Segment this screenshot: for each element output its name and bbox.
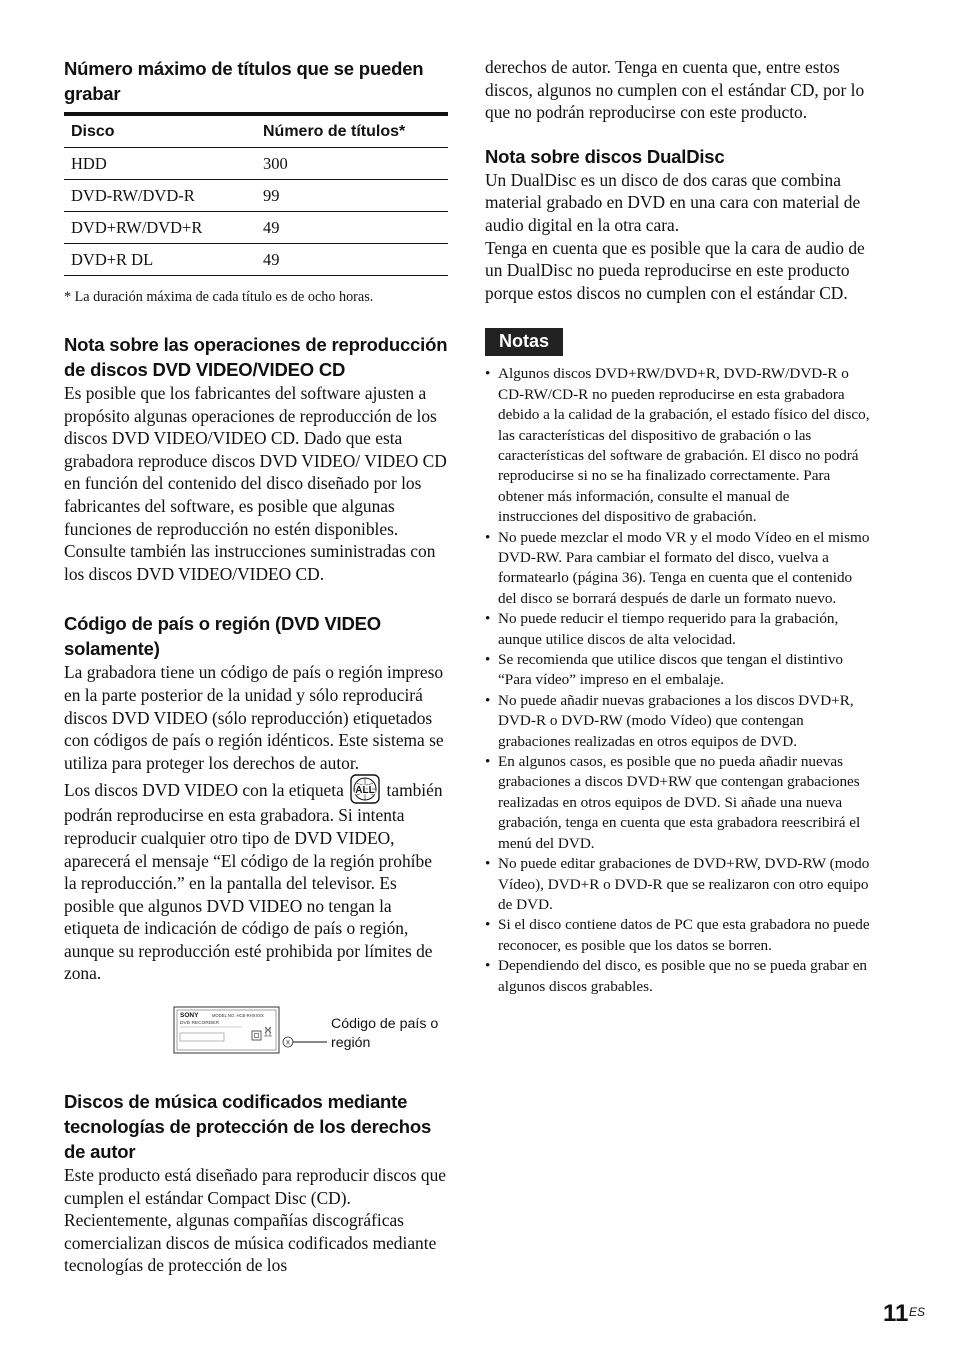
table-row <box>64 148 448 180</box>
heading-playback-note: Nota sobre las operaciones de reproducción de discos DVD VIDEO/VIDEO CD <box>64 334 448 380</box>
dualdisc-paragraph-1: Un DualDisc es un disco de dos caras que combina material grabado en DVD en una cara con material de audio digital en la otra cara. <box>485 169 861 235</box>
list-item: • No puede reducir el tiempo requerido para la grabación, aunque utilice discos de alta velocidad. <box>485 609 870 650</box>
svg-text:X: X <box>285 1040 291 1047</box>
page-language-suffix: ES <box>909 1305 926 1319</box>
region-text-after-badge: también podrán reproducirse en esta grabadora. Si intenta reproducir cualquier otro tipo de DVD VIDEO, aparecerá el mensaje “El código de la región prohíbe la reproducción.” en la pantalla del televisor. Es posible que algunos DVD VIDEO no tengan la etiqueta de indicación de código de país o región, aunque su reproducción esté prohibida por límites de zona. <box>64 780 443 984</box>
region-callout-line-2: región <box>331 1035 371 1052</box>
left-column <box>64 56 448 1277</box>
region-all-badge-icon <box>350 774 380 804</box>
region-callout-label <box>331 1015 438 1053</box>
list-item: • No puede editar grabaciones de DVD+RW, DVD-RW (modo Vídeo), DVD+R o DVD-R que se realizaron con otro equipo de DVD. <box>485 854 870 915</box>
list-item: • Se recomienda que utilice discos que tengan el distintivo “Para vídeo” impreso en el embalaje. <box>485 650 870 691</box>
list-item: • Si el disco contiene datos de PC que esta grabadora no puede reconocer, es posible que los datos se borren. <box>485 915 870 956</box>
region-callout-line-1: Código de país o <box>331 1016 439 1033</box>
table-row <box>64 244 448 276</box>
table-row <box>64 212 448 244</box>
heading-music-discs: Discos de música codificados mediante tecnologías de protección de los derechos de autor <box>64 1091 432 1163</box>
table-footnote: * La duración máxima de cada título es de ocho horas. <box>64 289 374 305</box>
heading-region-code: Código de país o región (DVD VIDEO solamente) <box>64 613 381 660</box>
table-cell-count: 49 <box>256 212 448 244</box>
heading-max-titles: Número máximo de títulos que se pueden grabar <box>64 58 424 104</box>
table-cell-disc: HDD <box>64 148 256 180</box>
music-paragraph-continuation: derechos de autor. Tenga en cuenta que, entre estos discos, algunos no cumplen con el estándar CD, por lo que no podrán reproducirse con este producto. <box>485 57 865 123</box>
dualdisc-paragraph-2: Tenga en cuenta que es posible que la cara de audio de un DualDisc no pueda reproducirse en este producto porque estos discos no cumplen con el estándar CD. <box>485 237 865 303</box>
table-cell-disc: DVD+R DL <box>64 244 256 276</box>
list-item: • Algunos discos DVD+RW/DVD+R, DVD-RW/DVD-R o CD-RW/CD-R no pueden reproducirse en esta grabadora debido a la calidad de la grabación, el estado físico del disco, las características del dispositivo de grabación o las características del software de grabación. El disco no podrá reproducirse si no se ha finalizado correctamente. Para obtener más información, consulte el manual de instrucciones del dispositivo de grabación. <box>485 364 870 527</box>
region-paragraph-1: La grabadora tiene un código de país o región impreso en la parte posterior de la unidad y sólo reproducirá discos DVD VIDEO (sólo reproducción) etiquetados con códigos de país o región idénticos. Este sistema se utiliza para proteger los derechos de autor. <box>64 662 444 773</box>
notas-heading: Notas <box>485 328 563 356</box>
svg-text:DVD RECORDER: DVD RECORDER <box>180 1021 219 1027</box>
page-number: 11 <box>883 1300 909 1327</box>
table-cell-count: 49 <box>256 244 448 276</box>
list-item: • En algunos casos, es posible que no pueda añadir nuevas grabaciones a discos DVD+RW que contengan grabaciones realizadas en otros equipos de DVD. Si añade una nueva grabación, tenga en cuenta que esta grabadora reescribirá el menú del DVD. <box>485 752 870 854</box>
table-cell-disc: DVD-RW/DVD-R <box>64 180 256 212</box>
region-paragraph-2 <box>64 774 448 985</box>
table-cell-disc: DVD+RW/DVD+R <box>64 212 256 244</box>
right-column <box>485 56 870 997</box>
titles-table <box>64 112 448 276</box>
table-header-row <box>64 114 448 148</box>
table-cell-count: 99 <box>256 180 448 212</box>
svg-text:MODEL NO. HCB-RHXXXX: MODEL NO. HCB-RHXXXX <box>212 1013 264 1019</box>
column-header-numero: Número de títulos* <box>256 114 448 148</box>
table-cell-count: 300 <box>256 148 448 180</box>
music-paragraph: Este producto está diseñado para reproducir discos que cumplen el estándar Compact Disc (CD). Recientemente, algunas compañías discográficas comercializan discos de música codificados mediante tecnologías de protección de los <box>64 1165 446 1276</box>
list-item: • No puede mezclar el modo VR y el modo Vídeo en el mismo DVD-RW. Para cambiar el formato del disco, vuelva a formatearlo (página 36). Tenga en cuenta que el contenido del disco se borrará después de darle un formato nuevo. <box>485 528 870 610</box>
list-item: • No puede añadir nuevas grabaciones a los discos DVD+R, DVD-R o DVD-RW (modo Vídeo) que contengan grabaciones realizadas en otros equipos de DVD. <box>485 691 870 752</box>
list-item: • Dependiendo del disco, es posible que no se pueda grabar en algunos discos grabables. <box>485 956 870 997</box>
heading-dualdisc: Nota sobre discos DualDisc <box>485 145 725 167</box>
svg-text:SONY: SONY <box>180 1012 199 1020</box>
playback-paragraph: Es posible que los fabricantes del software ajusten a propósito algunas operaciones de reproducción de los discos DVD VIDEO/VIDEO CD. Dado que esta grabadora reproduce discos DVD VIDEO/ VIDEO CD en función del contenido del disco diseñado por los fabricantes del software, es posible que algunas funciones de reproducción no estén disponibles. Consulte también las instrucciones suministradas con los discos DVD VIDEO/VIDEO CD. <box>64 383 447 584</box>
column-header-disco: Disco <box>64 114 256 148</box>
svg-text:ALL: ALL <box>355 785 375 797</box>
notas-list <box>485 364 870 997</box>
table-row <box>64 180 448 212</box>
region-text-before-badge: Los discos DVD VIDEO con la etiqueta <box>64 780 344 801</box>
rating-label-figure <box>64 1003 448 1067</box>
